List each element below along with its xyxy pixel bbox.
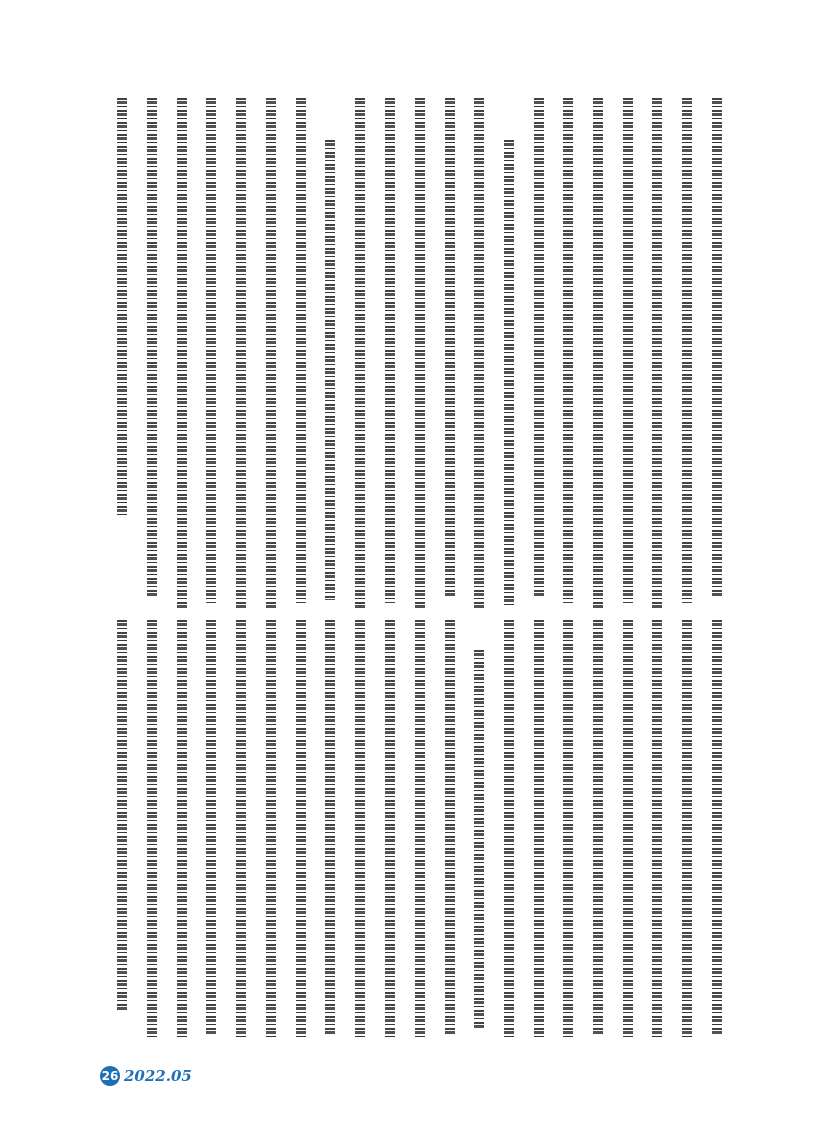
- text-column: [623, 98, 633, 603]
- text-column: [355, 98, 365, 608]
- text-column: [652, 98, 662, 608]
- text-column: [206, 98, 216, 603]
- text-column: [236, 98, 246, 608]
- text-column: [147, 620, 157, 1040]
- text-column: [296, 620, 306, 1040]
- text-column: [474, 650, 484, 1030]
- text-column: [563, 620, 573, 1040]
- text-column: [682, 620, 692, 1040]
- text-column: [385, 98, 395, 603]
- text-column: [117, 620, 127, 1010]
- text-column: [296, 98, 306, 603]
- text-column: [177, 620, 187, 1040]
- text-column: [206, 620, 216, 1035]
- text-column: [504, 140, 514, 605]
- text-column: [712, 620, 722, 1035]
- text-column: [445, 620, 455, 1035]
- text-column: [415, 98, 425, 608]
- text-column: [682, 98, 692, 603]
- page-number-badge: [100, 1066, 120, 1086]
- text-column: [534, 98, 544, 598]
- text-column: [593, 620, 603, 1035]
- text-column: [474, 98, 484, 608]
- text-column: [266, 620, 276, 1038]
- text-column: [325, 620, 335, 1035]
- text-column: [266, 98, 276, 608]
- text-column: [504, 620, 514, 1040]
- text-column: [623, 620, 633, 1040]
- text-column: [534, 620, 544, 1038]
- text-column: [236, 620, 246, 1040]
- text-column: [415, 620, 425, 1040]
- text-column: [147, 98, 157, 598]
- issue-date: 2022.05: [124, 1067, 192, 1085]
- text-column: [652, 620, 662, 1038]
- text-column: [593, 98, 603, 608]
- text-column: [177, 98, 187, 608]
- text-column: [117, 98, 127, 518]
- page-number: 26: [101, 1069, 119, 1083]
- text-column: [712, 98, 722, 598]
- text-column: [445, 98, 455, 598]
- text-column: [385, 620, 395, 1038]
- text-column: [325, 140, 335, 600]
- text-column: [355, 620, 365, 1040]
- text-column: [563, 98, 573, 603]
